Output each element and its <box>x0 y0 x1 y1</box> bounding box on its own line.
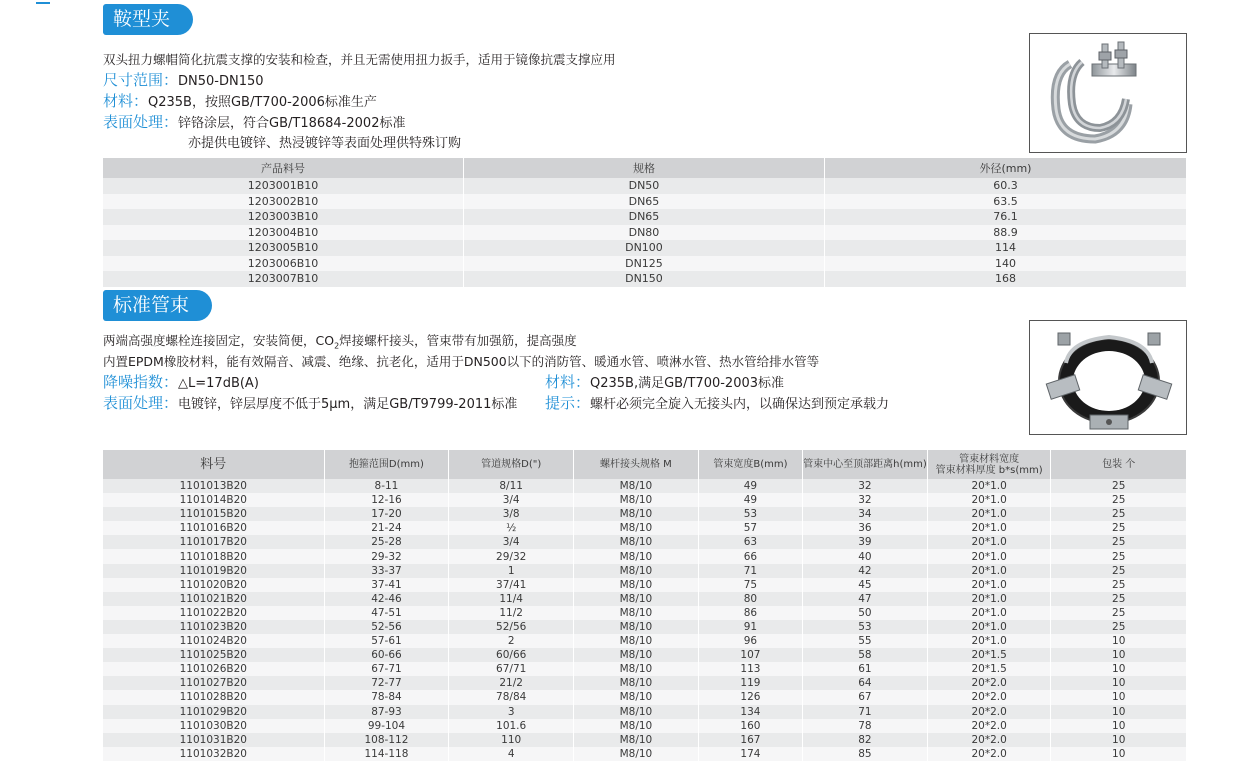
table-cell: 88.9 <box>825 225 1186 241</box>
table-cell: M8/10 <box>574 648 698 662</box>
table-cell: 50 <box>803 606 927 620</box>
table-cell: 1101017B20 <box>103 535 324 549</box>
table-cell: 71 <box>699 564 802 578</box>
table-cell: 60.3 <box>825 178 1186 194</box>
table-cell: 78 <box>803 719 927 733</box>
noise-index-label: 降噪指数： <box>103 373 179 391</box>
table-cell: 57-61 <box>325 634 449 648</box>
table-row <box>103 564 1186 578</box>
table-cell: 37-41 <box>325 578 449 592</box>
table-cell: 49 <box>699 479 802 493</box>
table-cell: 25 <box>1051 620 1186 634</box>
desc-line1-part-a: 两端高强度螺栓连接固定，安装简便，CO <box>103 333 335 348</box>
table-cell: M8/10 <box>574 705 698 719</box>
section2-description-line2: 内置EPDM橡胶材料，能有效隔音、减震、绝缘、抗老化，适用于DN500以下的消防管、暖通水管、喷淋水管、热水管给排水管等 <box>103 354 820 369</box>
table-cell: 17-20 <box>325 507 449 521</box>
table-cell: 1101026B20 <box>103 662 324 676</box>
table-cell: 10 <box>1051 690 1186 704</box>
table-cell: 99-104 <box>325 719 449 733</box>
material-value: Q235B，按照GB/T700-2006标准生产 <box>148 95 377 110</box>
noise-index-value: △L=17dB(A) <box>178 376 259 391</box>
table-cell: 25-28 <box>325 535 449 549</box>
size-range-row <box>103 70 264 92</box>
saddle-clamp-image <box>1029 33 1187 153</box>
table-cell: 11/2 <box>449 606 573 620</box>
table-cell: ½ <box>449 521 573 535</box>
table-cell: M8/10 <box>574 549 698 563</box>
surface-extra: 亦提供电镀锌、热浸镀锌等表面处理供特殊订购 <box>188 136 462 151</box>
table-cell: 126 <box>699 690 802 704</box>
table-row <box>103 747 1186 761</box>
table-cell: 1203007B10 <box>103 271 463 287</box>
table-cell: 53 <box>699 507 802 521</box>
table-cell: 25 <box>1051 592 1186 606</box>
table-cell: 20*1.0 <box>928 479 1051 493</box>
table-cell: M8/10 <box>574 521 698 535</box>
table-row <box>103 240 1186 256</box>
table-cell: 78-84 <box>325 690 449 704</box>
table-cell: 10 <box>1051 747 1186 761</box>
table-cell: 67-71 <box>325 662 449 676</box>
table-row <box>103 606 1186 620</box>
table-cell: 4 <box>449 747 573 761</box>
table-cell: 1101019B20 <box>103 564 324 578</box>
table-cell: 21/2 <box>449 676 573 690</box>
table-cell: 107 <box>699 648 802 662</box>
table-cell: 20*1.0 <box>928 549 1051 563</box>
table-row <box>103 578 1186 592</box>
table-cell: M8/10 <box>574 620 698 634</box>
table-cell: 3 <box>449 705 573 719</box>
table-cell: 168 <box>825 271 1186 287</box>
table-cell: 45 <box>803 578 927 592</box>
table-cell: 160 <box>699 719 802 733</box>
table-cell: 29/32 <box>449 549 573 563</box>
table-cell: 67/71 <box>449 662 573 676</box>
table-cell: M8/10 <box>574 733 698 747</box>
table-cell: 60-66 <box>325 648 449 662</box>
table-cell: 108-112 <box>325 733 449 747</box>
table-cell: 25 <box>1051 549 1186 563</box>
table-cell: 52/56 <box>449 620 573 634</box>
table-cell: DN50 <box>464 178 824 194</box>
pipe-clamp-table <box>102 450 1187 761</box>
table-row <box>103 719 1186 733</box>
col-header-center-distance: 管束中心至顶部距离h(mm) <box>803 450 927 479</box>
surface2-label: 表面处理： <box>103 394 179 412</box>
table-cell: 3/8 <box>449 507 573 521</box>
table-cell: 3/4 <box>449 535 573 549</box>
tip-label: 提示： <box>545 394 591 412</box>
table-cell: 1101030B20 <box>103 719 324 733</box>
surface-label: 表面处理： <box>103 113 179 131</box>
table-row <box>103 620 1186 634</box>
table-row <box>103 705 1186 719</box>
table-row <box>103 549 1186 563</box>
table-cell: 8-11 <box>325 479 449 493</box>
material-label: 材料： <box>103 92 149 110</box>
col-header-package: 包装 个 <box>1051 450 1186 479</box>
table-cell: 76.1 <box>825 209 1186 225</box>
surface-value: 锌铬涂层，符合GB/T18684-2002标准 <box>178 116 406 131</box>
col-header-outer-diameter: 外径(mm) <box>825 158 1186 178</box>
table-cell: 1101025B20 <box>103 648 324 662</box>
table-cell: 110 <box>449 733 573 747</box>
table-cell: 20*1.5 <box>928 662 1051 676</box>
table-cell: 1203002B10 <box>103 194 463 210</box>
table-cell: 32 <box>803 493 927 507</box>
table-cell: 58 <box>803 648 927 662</box>
table-cell: 25 <box>1051 564 1186 578</box>
table-cell: 42 <box>803 564 927 578</box>
table-cell: 1101020B20 <box>103 578 324 592</box>
table-cell: 20*1.0 <box>928 620 1051 634</box>
table-cell: 1101023B20 <box>103 620 324 634</box>
table-cell: M8/10 <box>574 592 698 606</box>
table-cell: 1101032B20 <box>103 747 324 761</box>
table-cell: 20*1.0 <box>928 578 1051 592</box>
size-range-label: 尺寸范围： <box>103 71 179 89</box>
table-row <box>103 648 1186 662</box>
table-row <box>103 634 1186 648</box>
table-cell: 10 <box>1051 676 1186 690</box>
table-cell: 134 <box>699 705 802 719</box>
table-cell: DN100 <box>464 240 824 256</box>
corner-decoration <box>36 0 50 4</box>
table-cell: 11/4 <box>449 592 573 606</box>
table-row <box>103 521 1186 535</box>
table-cell: 47-51 <box>325 606 449 620</box>
table-cell: 66 <box>699 549 802 563</box>
table-row <box>103 209 1186 225</box>
table-cell: 36 <box>803 521 927 535</box>
table-cell: 1203003B10 <box>103 209 463 225</box>
table-cell: 20*1.5 <box>928 648 1051 662</box>
table-cell: 167 <box>699 733 802 747</box>
table-cell: M8/10 <box>574 690 698 704</box>
table-cell: 85 <box>803 747 927 761</box>
table-cell: 47 <box>803 592 927 606</box>
table-cell: 10 <box>1051 705 1186 719</box>
table-cell: 20*1.0 <box>928 507 1051 521</box>
table-cell: 20*1.0 <box>928 606 1051 620</box>
table-cell: 1101024B20 <box>103 634 324 648</box>
table-cell: 20*1.0 <box>928 564 1051 578</box>
table-row <box>103 479 1186 493</box>
col-header-part-no: 料号 <box>103 450 324 479</box>
table-row <box>103 662 1186 676</box>
table-cell: 25 <box>1051 606 1186 620</box>
table-cell: 8/11 <box>449 479 573 493</box>
table-cell: 113 <box>699 662 802 676</box>
table-cell: 71 <box>803 705 927 719</box>
table-cell: 39 <box>803 535 927 549</box>
table-cell: 1203001B10 <box>103 178 463 194</box>
table-cell: 60/66 <box>449 648 573 662</box>
table-cell: 1101018B20 <box>103 549 324 563</box>
table-cell: DN125 <box>464 256 824 272</box>
col-header-material-size: 管束材料宽度 管束材料厚度 b*s(mm) <box>928 450 1051 479</box>
material2-row <box>545 372 784 394</box>
table-cell: 21-24 <box>325 521 449 535</box>
material-row <box>103 91 377 113</box>
table-cell: 63 <box>699 535 802 549</box>
table-header-row <box>103 158 1186 178</box>
table-cell: 114-118 <box>325 747 449 761</box>
tip-value: 螺杆必须完全旋入无接头内，以确保达到预定承载力 <box>590 397 890 412</box>
table-cell: DN65 <box>464 209 824 225</box>
section-title-saddle-clamp: 鞍型夹 <box>103 4 193 35</box>
table-cell: 140 <box>825 256 1186 272</box>
table-cell: 29-32 <box>325 549 449 563</box>
table-cell: 20*1.0 <box>928 493 1051 507</box>
table-cell: 86 <box>699 606 802 620</box>
table-cell: 40 <box>803 549 927 563</box>
table-row <box>103 676 1186 690</box>
table-cell: 72-77 <box>325 676 449 690</box>
table-cell: 20*1.0 <box>928 521 1051 535</box>
table-cell: 1203006B10 <box>103 256 463 272</box>
col-header-clamp-range: 抱箍范围D(mm) <box>325 450 449 479</box>
table-cell: 1101031B20 <box>103 733 324 747</box>
table-cell: 64 <box>803 676 927 690</box>
table-cell: 1203004B10 <box>103 225 463 241</box>
table-cell: 63.5 <box>825 194 1186 210</box>
table-cell: 96 <box>699 634 802 648</box>
surface2-value: 电镀锌，锌层厚度不低于5μm，满足GB/T9799-2011标准 <box>178 397 518 412</box>
table-cell: 53 <box>803 620 927 634</box>
table-cell: 1101015B20 <box>103 507 324 521</box>
table-cell: M8/10 <box>574 578 698 592</box>
table-cell: 1101022B20 <box>103 606 324 620</box>
section-title-standard-pipe-clamp: 标准管束 <box>103 290 212 321</box>
table-cell: M8/10 <box>574 747 698 761</box>
table-cell: M8/10 <box>574 634 698 648</box>
table-cell: M8/10 <box>574 535 698 549</box>
table-cell: 25 <box>1051 521 1186 535</box>
table-cell: 20*2.0 <box>928 719 1051 733</box>
table-cell: M8/10 <box>574 676 698 690</box>
table-cell: 10 <box>1051 719 1186 733</box>
table-cell: 3/4 <box>449 493 573 507</box>
size-range-value: DN50-DN150 <box>178 74 264 89</box>
table-cell: 1101028B20 <box>103 690 324 704</box>
tip-row <box>545 393 889 415</box>
table-cell: M8/10 <box>574 564 698 578</box>
table-cell: 20*1.0 <box>928 592 1051 606</box>
noise-index-row <box>103 372 259 394</box>
pipe-clamp-image <box>1029 320 1187 435</box>
table-cell: 52-56 <box>325 620 449 634</box>
table-cell: 34 <box>803 507 927 521</box>
table-cell: 20*2.0 <box>928 747 1051 761</box>
table-cell: DN150 <box>464 271 824 287</box>
table-cell: 2 <box>449 634 573 648</box>
table-cell: M8/10 <box>574 479 698 493</box>
table-row <box>103 507 1186 521</box>
table-row <box>103 178 1186 194</box>
table-cell: 1101021B20 <box>103 592 324 606</box>
table-cell: 1203005B10 <box>103 240 463 256</box>
table-cell: 20*1.0 <box>928 535 1051 549</box>
saddle-clamp-table <box>102 158 1187 287</box>
table-header-row <box>103 450 1186 479</box>
table-cell: 20*2.0 <box>928 690 1051 704</box>
table-cell: 37/41 <box>449 578 573 592</box>
table-cell: 55 <box>803 634 927 648</box>
table-row <box>103 256 1186 272</box>
table-cell: 20*1.0 <box>928 634 1051 648</box>
table-row <box>103 225 1186 241</box>
table-cell: 33-37 <box>325 564 449 578</box>
table-cell: 10 <box>1051 733 1186 747</box>
table-cell: 10 <box>1051 648 1186 662</box>
table-cell: 10 <box>1051 634 1186 648</box>
table-cell: 1101016B20 <box>103 521 324 535</box>
table-cell: 75 <box>699 578 802 592</box>
table-cell: 101.6 <box>449 719 573 733</box>
table-cell: 82 <box>803 733 927 747</box>
table-cell: 114 <box>825 240 1186 256</box>
table-row <box>103 271 1186 287</box>
table-cell: 1101013B20 <box>103 479 324 493</box>
table-cell: 1 <box>449 564 573 578</box>
table-row <box>103 535 1186 549</box>
table-cell: 1101014B20 <box>103 493 324 507</box>
table-cell: 91 <box>699 620 802 634</box>
table-cell: 20*2.0 <box>928 705 1051 719</box>
table-cell: M8/10 <box>574 719 698 733</box>
surface2-row <box>103 393 517 415</box>
table-cell: 20*2.0 <box>928 733 1051 747</box>
material2-value: Q235B,满足GB/T700-2003标准 <box>590 376 785 391</box>
desc-line1-subscript: 2 <box>334 341 340 351</box>
table-row <box>103 493 1186 507</box>
table-cell: 32 <box>803 479 927 493</box>
table-cell: 20*2.0 <box>928 676 1051 690</box>
table-cell: M8/10 <box>574 662 698 676</box>
table-cell: 57 <box>699 521 802 535</box>
table-cell: 78/84 <box>449 690 573 704</box>
table-cell: 49 <box>699 493 802 507</box>
material2-label: 材料： <box>545 373 591 391</box>
section1-description: 双头扭力螺帽简化抗震支撑的安装和检查，并且无需使用扭力扳手，适用于镜像抗震支撑应用 <box>103 52 616 67</box>
table-cell: 119 <box>699 676 802 690</box>
table-row <box>103 194 1186 210</box>
table-row <box>103 690 1186 704</box>
table-cell: 67 <box>803 690 927 704</box>
table-cell: 1101027B20 <box>103 676 324 690</box>
table-cell: 25 <box>1051 578 1186 592</box>
table-cell: 10 <box>1051 662 1186 676</box>
table-cell: 42-46 <box>325 592 449 606</box>
desc-line1-part-b: 焊接螺杆接头，管束带有加强筋，提高强度 <box>339 333 577 348</box>
col-header-part-no: 产品料号 <box>103 158 463 178</box>
table-row <box>103 733 1186 747</box>
col-header-spec: 规格 <box>464 158 824 178</box>
table-cell: M8/10 <box>574 493 698 507</box>
surface-row <box>103 112 405 134</box>
col-header-clamp-width: 管束宽度B(mm) <box>699 450 802 479</box>
col-header-pipe-spec: 管道规格D(") <box>449 450 573 479</box>
table-row <box>103 592 1186 606</box>
col-header-rod-joint: 螺杆接头规格 M <box>574 450 698 479</box>
table-cell: 25 <box>1051 479 1186 493</box>
table-cell: 25 <box>1051 535 1186 549</box>
table-cell: 25 <box>1051 507 1186 521</box>
table-cell: 1101029B20 <box>103 705 324 719</box>
table-cell: 80 <box>699 592 802 606</box>
table-cell: 174 <box>699 747 802 761</box>
table-cell: 61 <box>803 662 927 676</box>
table-cell: 25 <box>1051 493 1186 507</box>
section2-description-line1 <box>103 332 577 356</box>
table-cell: 87-93 <box>325 705 449 719</box>
table-cell: DN80 <box>464 225 824 241</box>
table-cell: M8/10 <box>574 606 698 620</box>
table-cell: DN65 <box>464 194 824 210</box>
table-cell: M8/10 <box>574 507 698 521</box>
table-cell: 12-16 <box>325 493 449 507</box>
